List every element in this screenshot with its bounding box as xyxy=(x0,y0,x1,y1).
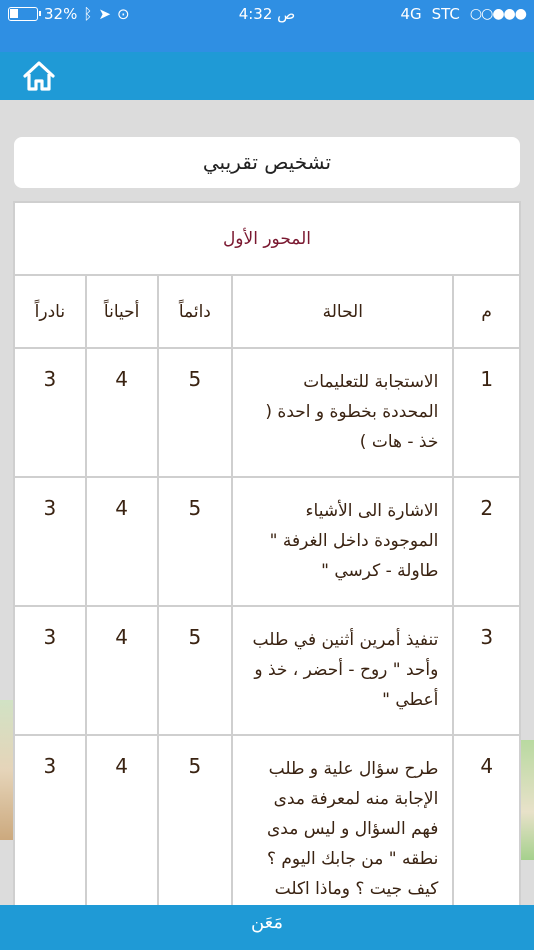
row-case: الاستجابة للتعليمات المحددة بخطوة و احدة ( خذ - هات ) xyxy=(232,348,453,477)
row-number: 4 xyxy=(453,735,520,935)
signal-strength-icon: ○○●●● xyxy=(469,6,526,22)
axis-title: المحور الأول xyxy=(14,202,520,275)
status-time: 4:32 ص xyxy=(238,5,296,23)
score-rarely[interactable]: 3 xyxy=(14,348,86,477)
score-sometimes[interactable]: 4 xyxy=(86,735,158,935)
home-icon[interactable] xyxy=(22,59,56,93)
header-rarely: نادراً xyxy=(14,275,86,348)
header-case: الحالة xyxy=(232,275,453,348)
score-rarely[interactable]: 3 xyxy=(14,606,86,735)
header-always: دائماً xyxy=(158,275,233,348)
location-icon: ➤ xyxy=(98,5,111,23)
battery-percent: 32% xyxy=(44,5,78,23)
score-rarely[interactable]: 3 xyxy=(14,477,86,606)
score-sometimes[interactable]: 4 xyxy=(86,477,158,606)
carrier-name: STC xyxy=(431,5,460,23)
table-row xyxy=(14,348,520,477)
score-always[interactable]: 5 xyxy=(158,348,233,477)
table-row xyxy=(14,477,520,606)
footer-logo: مَعَن xyxy=(250,912,284,933)
table-header-row xyxy=(14,275,520,348)
row-number: 3 xyxy=(453,606,520,735)
row-number: 2 xyxy=(453,477,520,606)
row-case: طرح سؤال علية و طلب الإجابة منه لمعرفة مدى فهم السؤال و ليس مدى نطقه " من جابك اليوم ؟ كيف جيت ؟ وماذا اكلت xyxy=(232,735,453,935)
row-number: 1 xyxy=(453,348,520,477)
row-case: الاشارة الى الأشياء الموجودة داخل الغرفة " طاولة - كرسي " xyxy=(232,477,453,606)
status-right xyxy=(400,5,526,23)
background-decoration-left xyxy=(0,700,14,840)
score-sometimes[interactable]: 4 xyxy=(86,348,158,477)
score-always[interactable]: 5 xyxy=(158,735,233,935)
assessment-table xyxy=(13,201,521,936)
header-sometimes: أحياناً xyxy=(86,275,158,348)
page-title: تشخيص تقريبي xyxy=(14,137,520,188)
assessment-table-container[interactable] xyxy=(13,201,521,950)
table-row xyxy=(14,606,520,735)
rotation-lock-icon: ⊙ xyxy=(116,5,130,23)
score-sometimes[interactable]: 4 xyxy=(86,606,158,735)
axis-row xyxy=(14,202,520,275)
row-case: تنفيذ أمرين أثنين في طلب وأحد " روح - أحضر ، خذ و أعطي " xyxy=(232,606,453,735)
score-always[interactable]: 5 xyxy=(158,606,233,735)
header-num: م xyxy=(453,275,520,348)
score-always[interactable]: 5 xyxy=(158,477,233,606)
network-type: 4G xyxy=(400,5,422,23)
bluetooth-icon: ᛒ xyxy=(83,5,93,23)
background-decoration-right xyxy=(521,740,534,860)
footer-bar xyxy=(0,905,534,950)
score-rarely[interactable]: 3 xyxy=(14,735,86,935)
nav-bar xyxy=(0,52,534,100)
status-bar xyxy=(0,0,534,30)
header-strip xyxy=(0,30,534,52)
